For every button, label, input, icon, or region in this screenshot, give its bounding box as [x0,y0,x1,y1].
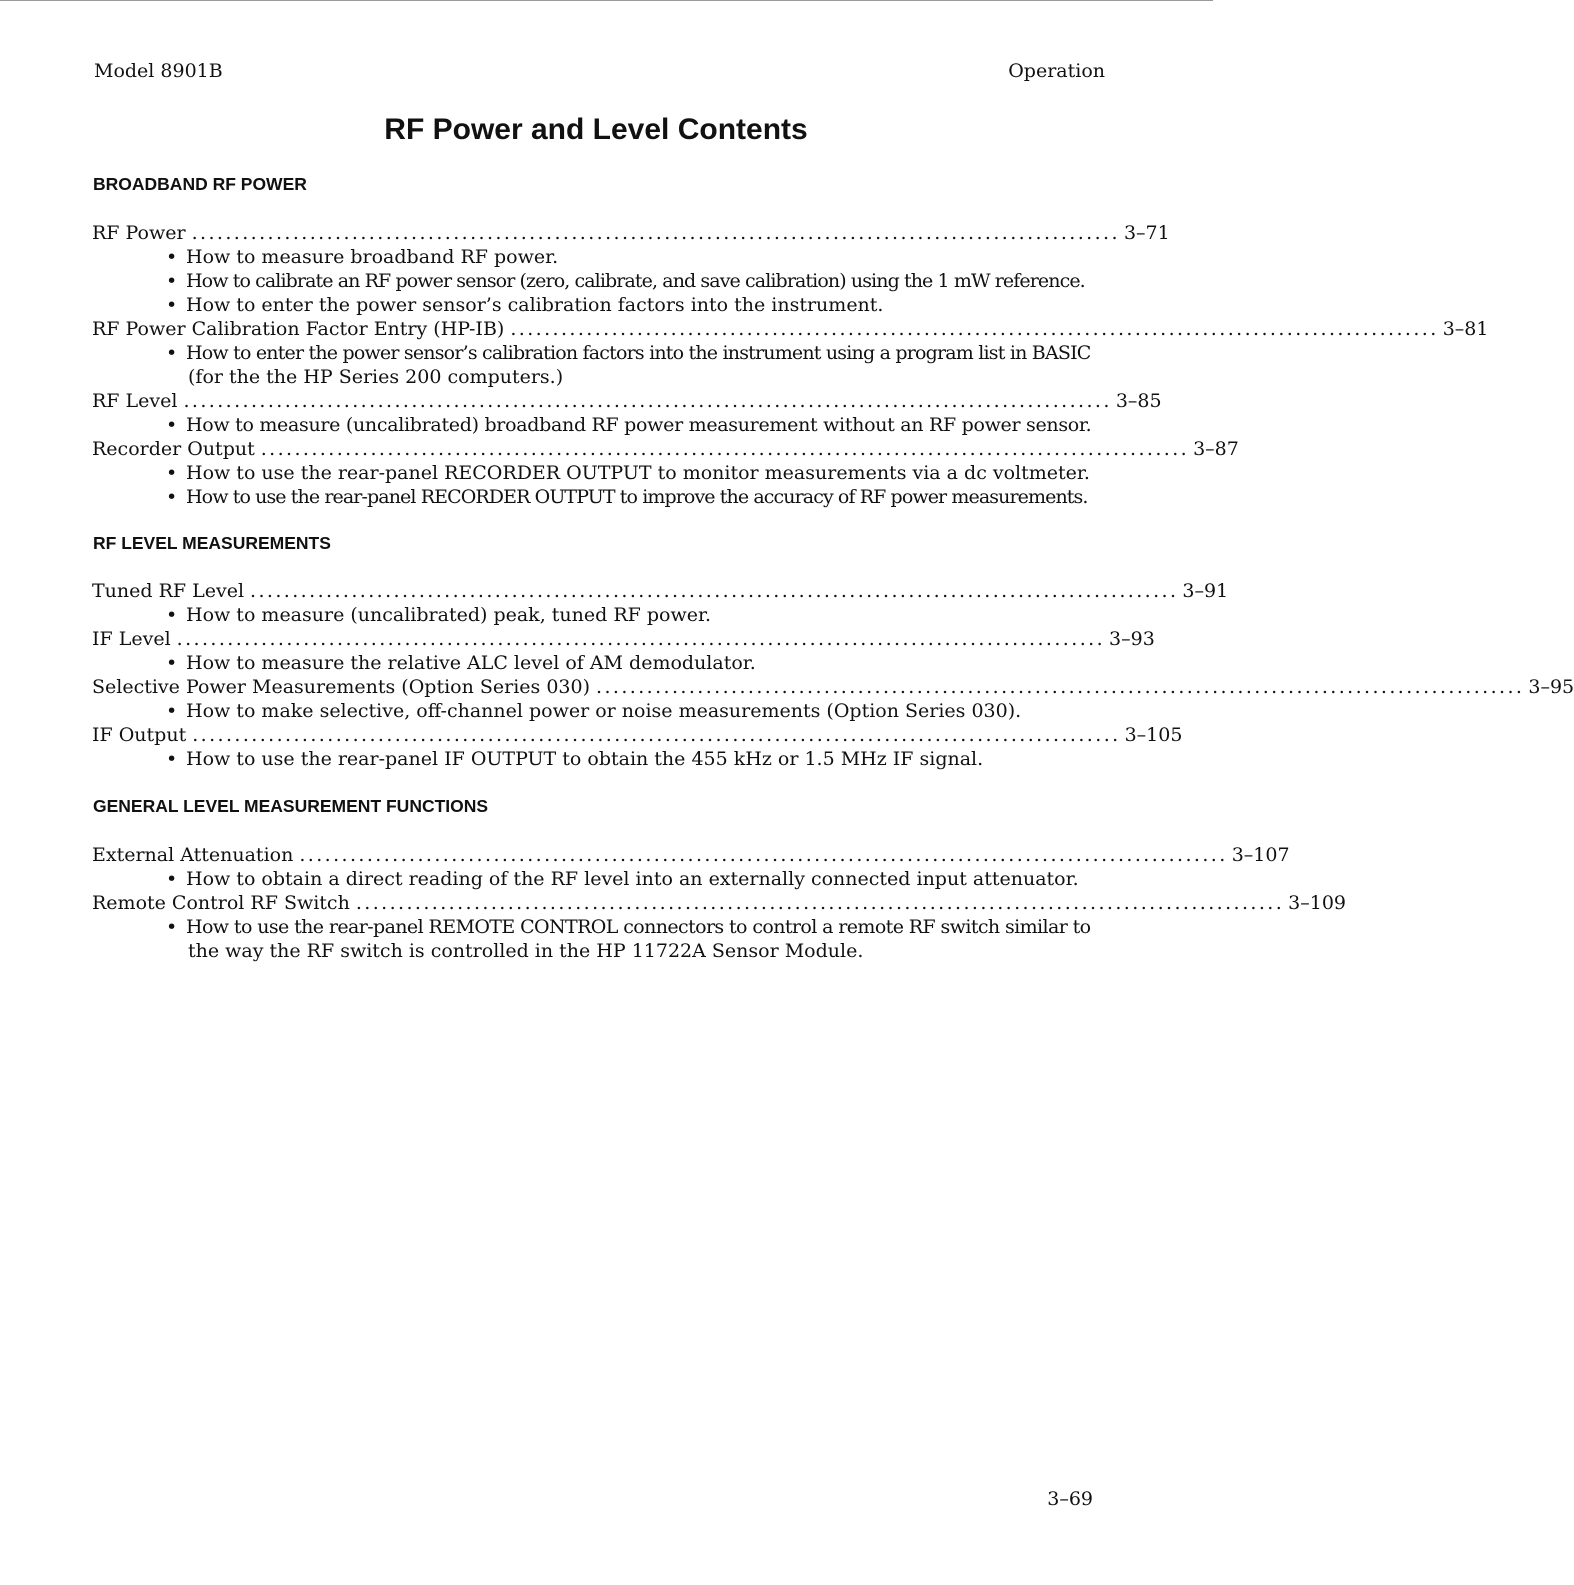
toc-bullet [166,245,558,269]
toc-bullet [166,413,1091,437]
toc-bullet-text: How to measure (uncalibrated) broadband RF power measurement without an RF power sensor. [186,414,1092,436]
toc-bullet-text: How to obtain a direct reading of the RF level into an externally connected input attenuator. [186,868,1079,890]
page-title: RF Power and Level Contents [384,113,808,146]
dot-leader: .............................................................................................................. [510,318,1439,340]
toc-entry-rf-power-cal-factor-entry[interactable] [92,317,1489,341]
dot-leader: .............................................................................................................. [596,676,1525,698]
dot-leader: .............................................................................................................. [176,628,1106,650]
toc-entry-title: Selective Power Measurements (Option Series 030) [92,676,591,698]
toc-bullet [166,915,1091,939]
bullet-icon: • [166,916,177,938]
toc-entry-title: External Attenuation [92,844,294,866]
toc-entry-page: 3–109 [1288,892,1347,914]
section-heading-broadband-rf-power: BROADBAND RF POWER [93,174,307,194]
toc-entry-title: RF Power [92,222,186,244]
toc-bullet-text: How to make selective, off-channel power or noise measurements (Option Series 030). [186,700,1022,722]
toc-bullet [166,699,1021,723]
toc-bullet-continuation: the way the RF switch is controlled in the HP 11722A Sensor Module. [188,940,864,962]
toc-entry-page: 3–87 [1193,438,1239,460]
header-model: Model 8901B [94,60,223,82]
toc-entry-external-attenuation[interactable] [92,843,1290,867]
toc-bullet-text: How to enter the power sensor’s calibration factors into the instrument. [186,294,884,316]
bullet-icon: • [166,342,177,364]
toc-bullet [166,651,756,675]
toc-entry-title: Remote Control RF Switch [92,892,350,914]
toc-bullet [166,341,1091,365]
toc-entry-page: 3–85 [1115,390,1162,412]
toc-entry-title: IF Level [92,628,171,650]
toc-bullet-continuation: (for the the HP Series 200 computers.) [188,366,564,388]
toc-entry-page: 3–95 [1528,676,1574,698]
bullet-icon: • [166,414,177,436]
toc-bullet [166,867,1079,891]
toc-bullet-text: How to calibrate an RF power sensor (zero, calibrate, and save calibration) using the 1 mW reference. [186,270,1085,292]
toc-bullet-text: How to measure the relative ALC level of AM demodulator. [186,652,756,674]
toc-entry-tuned-rf-level[interactable] [92,579,1229,603]
toc-entry-title: RF Power Calibration Factor Entry (HP-IB) [92,318,505,340]
bullet-icon: • [166,294,178,316]
toc-entry-title: Tuned RF Level [92,580,245,602]
toc-bullet [166,293,883,317]
dot-leader: .............................................................................................................. [355,892,1285,914]
toc-entry-page: 3–81 [1442,318,1489,340]
toc-bullet-text: How to use the rear-panel IF OUTPUT to obtain the 455 kHz or 1.5 MHz IF signal. [186,748,984,770]
bullet-icon: • [166,604,178,626]
toc-entry-rf-level[interactable] [92,389,1162,413]
toc-bullet-text: How to measure broadband RF power. [186,246,559,268]
dot-leader: .............................................................................................................. [183,390,1112,412]
page-number: 3–69 [1047,1488,1093,1510]
toc-entry-page: 3–91 [1182,580,1229,602]
toc-bullet [166,269,1085,293]
bullet-icon: • [166,246,178,268]
toc-bullet [166,603,711,627]
bullet-icon: • [166,700,178,722]
dot-leader: .............................................................................................................. [250,580,1179,602]
toc-bullet-text: How to measure (uncalibrated) peak, tuned RF power. [186,604,711,626]
toc-bullet [166,485,1088,509]
toc-entry-title: Recorder Output [92,438,255,460]
toc-entry-page: 3–107 [1231,844,1290,866]
toc-entry-page: 3–71 [1123,222,1170,244]
section-heading-rf-level-measurements: RF LEVEL MEASUREMENTS [93,533,331,553]
toc-entry-page: 3–105 [1124,724,1183,746]
dot-leader: .............................................................................................................. [192,724,1121,746]
bullet-icon: • [166,270,177,292]
toc-bullet [166,747,983,771]
dot-leader: .............................................................................................................. [191,222,1120,244]
bullet-icon: • [166,652,178,674]
toc-entry-title: IF Output [92,724,187,746]
header-section: Operation [1008,60,1105,82]
toc-entry-page: 3–93 [1109,628,1155,650]
toc-entry-recorder-output[interactable] [92,437,1239,461]
toc-entry-remote-control-rf-switch[interactable] [92,891,1347,915]
toc-bullet-text: How to use the rear-panel RECORDER OUTPUT to monitor measurements via a dc voltmeter. [186,462,1090,484]
toc-bullet-text: How to use the rear-panel RECORDER OUTPUT to improve the accuracy of RF power measurements. [186,486,1088,508]
toc-entry-title: RF Level [92,390,178,412]
bullet-icon: • [166,748,178,770]
dot-leader: .............................................................................................................. [260,438,1190,460]
bullet-icon: • [166,868,178,890]
toc-entry-if-level[interactable] [92,627,1155,651]
dot-leader: .............................................................................................................. [299,844,1228,866]
toc-bullet-text: How to enter the power sensor’s calibration factors into the instrument using a program list in BASIC [186,342,1091,364]
toc-bullet [166,461,1090,485]
bullet-icon: • [166,462,178,484]
toc-entry-selective-power-measurements[interactable] [92,675,1574,699]
section-heading-general-level-measurement-functions: GENERAL LEVEL MEASUREMENT FUNCTIONS [93,796,489,816]
toc-entry-rf-power[interactable] [92,221,1170,245]
top-border [0,0,1213,1]
bullet-icon: • [166,486,177,508]
toc-bullet-text: How to use the rear-panel REMOTE CONTROL connectors to control a remote RF switch similar to [186,916,1091,938]
toc-entry-if-output[interactable] [92,723,1183,747]
